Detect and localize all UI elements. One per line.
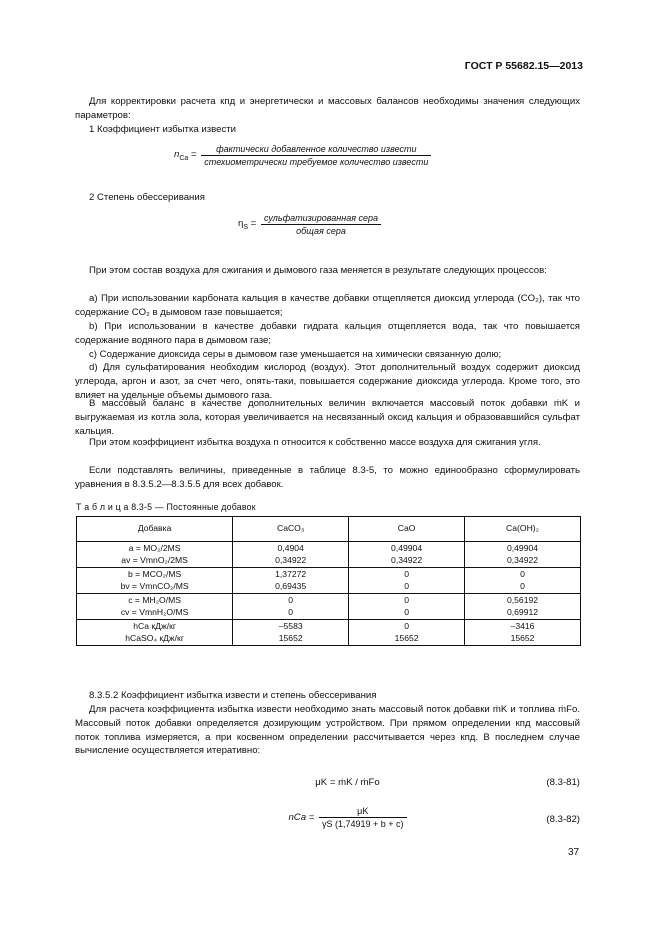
fraction bbox=[261, 213, 381, 236]
mass-balance-text: В массовый баланс в качестве дополнительных величин включается массовый поток добавки ṁK и выгружаемая из котла зола, которая увеличивается на несвязанный оксид кальция и образовавшийся сульфат кальция. bbox=[75, 398, 580, 437]
row-label-cell: a = MO₂/2MS av = VmnO₂/2MS bbox=[77, 542, 233, 568]
table-cell: 0 0 bbox=[349, 568, 465, 594]
process-b: b) При использовании в качестве добавки гидрата кальция отщепляется вода, так что повышается содержание водяного пара в дымовом газе; bbox=[75, 321, 580, 346]
fraction-denominator: γS (1,74919 + b + c) bbox=[321, 819, 404, 829]
table-cell: 0,4904 0,34922 bbox=[233, 542, 349, 568]
table-row bbox=[77, 620, 581, 646]
fraction-denominator: стехиометрически требуемое количество извести bbox=[204, 157, 429, 167]
table-cell: 0 0 bbox=[349, 594, 465, 620]
process-d: d) Для сульфатирования необходим кислород (воздух). Этот дополнительный воздух содержит диоксид углерода, аргон и азот, за счет чего, опять-таки, повышается содержание диоксида углерода. Кроме того, это влияет на удельные объемы дымового газа. bbox=[75, 362, 580, 401]
table-cell: 0 0 bbox=[233, 594, 349, 620]
formula-lhs: nCa = bbox=[288, 812, 315, 823]
table-row bbox=[77, 568, 581, 594]
fraction-numerator: μK bbox=[319, 806, 407, 818]
section-title: 8.3.5.2 Коэффициент избытка извести и степень обессеривания bbox=[89, 690, 377, 701]
column-header: CaCO₃ bbox=[233, 517, 349, 542]
equation-number: (8.3-81) bbox=[546, 777, 580, 788]
table-cell: 0 0 bbox=[465, 568, 581, 594]
table-cell: –5583 15652 bbox=[233, 620, 349, 646]
document-header: ГОСТ Р 55682.15—2013 bbox=[464, 60, 583, 72]
fraction-denominator: общая сера bbox=[296, 226, 346, 236]
process-a: а) При использовании карбоната кальция в качестве добавки отщепляется диоксид углерода (CO₂), так что содержание CO₂ в дымовом газе повышается; bbox=[75, 293, 580, 318]
page-number: 37 bbox=[568, 847, 580, 858]
section-text: Для расчета коэффициента избытка извести необходимо знать массовый поток добавки ṁK и топлива ṁFo. Массовый поток добавки определяется дозирующим устройством. При прямом определении кпд массовый поток топлива измеряется, а при косвенном определении рассчитывается через кпд. В последнем случае вычисление осуществляется итеративно: bbox=[75, 704, 580, 757]
table-cell: 1,37272 0,69435 bbox=[233, 568, 349, 594]
constants-table bbox=[76, 516, 581, 646]
row-label-cell: hCa кДж/кг hCaSO₄ кДж/кг bbox=[77, 620, 233, 646]
equation-body bbox=[75, 806, 580, 829]
formula-lhs: $n_{Ca}$ = bbox=[174, 149, 197, 162]
row-label-cell: b = MCO₂/MS bv = VmnCO₂/MS bbox=[77, 568, 233, 594]
formula-desulfurization bbox=[238, 213, 381, 236]
fraction-numerator: фактически добавленное количество извести bbox=[201, 144, 431, 156]
item-2-heading: 2 Степень обессеривания bbox=[89, 192, 205, 203]
processes-intro: При этом состав воздуха для сжигания и дымового газа меняется в результате следующих процессов: bbox=[89, 265, 547, 276]
table-cell: 0 15652 bbox=[349, 620, 465, 646]
fraction-numerator: сульфатизированная сера bbox=[261, 213, 381, 225]
equation-number: (8.3-82) bbox=[546, 814, 580, 825]
table-header-row bbox=[77, 517, 581, 542]
intro-paragraph: Для корректировки расчета кпд и энергетически и массовых балансов необходимы значения следующих параметров: bbox=[75, 96, 580, 121]
equation-body: μK = ṁK / ṁFo bbox=[315, 777, 380, 788]
table-row bbox=[77, 594, 581, 620]
process-c: с) Содержание диоксида серы в дымовом газе уменьшается на химически связанную долю; bbox=[89, 349, 502, 360]
column-header: CaO bbox=[349, 517, 465, 542]
air-excess-text: При этом коэффициент избытка воздуха n относится к собственно массе воздуха для сжигания угля. bbox=[89, 437, 541, 448]
item-1-heading: 1 Коэффициент избытка извести bbox=[89, 124, 236, 135]
row-label-cell: c = MH₂O/MS cv = VmnH₂O/MS bbox=[77, 594, 233, 620]
formula-lhs: $\eta_S$ = bbox=[238, 218, 257, 231]
fraction bbox=[201, 144, 431, 167]
table-reference-text: Если подставлять величины, приведенные в таблице 8.3-5, то можно единообразно сформулировать уравнения в 8.3.5.2—8.3.5.5 для всех добавок. bbox=[75, 465, 580, 490]
formula-lime-excess bbox=[174, 144, 431, 167]
table-cell: 0,49904 0,34922 bbox=[465, 542, 581, 568]
equation-8-3-82 bbox=[75, 806, 580, 829]
table-cell: 0,56192 0,69912 bbox=[465, 594, 581, 620]
table-cell: –3416 15652 bbox=[465, 620, 581, 646]
column-header: Ca(OH)₂ bbox=[465, 517, 581, 542]
table-caption: Т а б л и ц а 8.3-5 — Постоянные добавок bbox=[76, 502, 256, 512]
equation-8-3-81 bbox=[75, 777, 580, 788]
table-cell: 0,49904 0,34922 bbox=[349, 542, 465, 568]
fraction bbox=[319, 806, 407, 829]
column-header: Добавка bbox=[77, 517, 233, 542]
table-row bbox=[77, 542, 581, 568]
